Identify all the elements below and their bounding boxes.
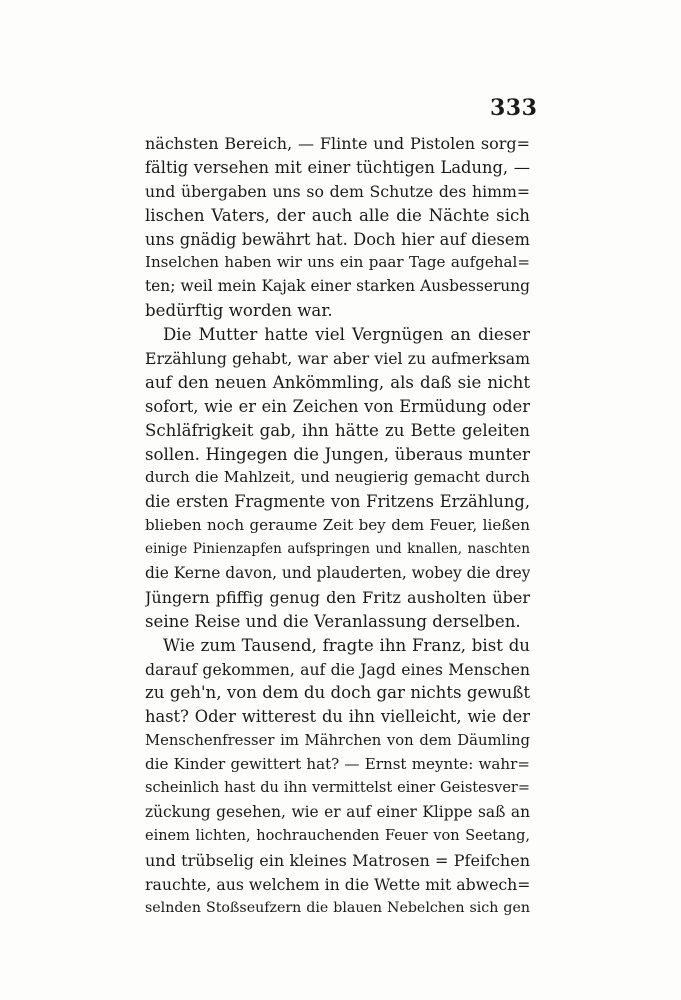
text-line: durch die Mahlzeit, und neugierig gemacht durch <box>145 468 530 487</box>
text-line: die Kerne davon, und plauderten, wobey die drey <box>145 564 530 583</box>
text-line: auf den neuen Ankömmling, als daß sie nicht <box>145 372 530 392</box>
text-line: und trübselig ein kleines Matrosen = Pfeifchen <box>145 850 530 870</box>
text-line: zückung gesehen, wie er auf einer Klippe saß an <box>145 802 530 821</box>
text-line: blieben noch geraume Zeit bey dem Feuer, ließen <box>145 516 530 535</box>
text-line: hast? Oder witterest du ihn vielleicht, wie der <box>145 707 530 727</box>
text-line: einige Pinienzapfen aufspringen und knallen, naschten <box>145 541 530 558</box>
text-line: einem lichten, hochrauchenden Feuer von Seetang, <box>145 827 530 844</box>
text-line: seine Reise und die Veranlassung derselben. <box>145 611 521 631</box>
text-line: Inselchen haben wir uns ein paar Tage aufgehal= <box>145 253 530 272</box>
text-line: Erzählung gehabt, war aber viel zu aufmerksam <box>145 349 530 369</box>
text-line: ten; weil mein Kajak einer starken Ausbesserung <box>145 277 530 296</box>
text-line: Schläfrigkeit gab, ihn hätte zu Bette geleiten <box>145 420 530 440</box>
text-line: nächsten Bereich, — Flinte und Pistolen sorg= <box>145 134 530 153</box>
text-line: uns gnädig bewährt hat. Doch hier auf diesem <box>145 229 530 249</box>
text-line: bedürftig worden war. <box>145 301 333 321</box>
page-number: 333 <box>490 95 538 121</box>
text-line: Jüngern pfiffig genug den Fritz ausholten über <box>145 587 530 607</box>
text-line: lischen Vaters, der auch alle die Nächte sich <box>145 205 530 225</box>
text-line: zu geh'n, von dem du doch gar nichts gewußt <box>145 683 530 703</box>
text-line: Wie zum Tausend, fragte ihn Franz, bist du <box>163 635 530 655</box>
text-line: sollen. Hingegen die Jungen, überaus munter <box>145 444 530 464</box>
body-text <box>145 132 530 920</box>
text-line: und übergaben uns so dem Schutze des himm= <box>145 181 530 201</box>
text-line: sofort, wie er ein Zeichen von Ermüdung oder <box>145 396 530 416</box>
text-line: die Kinder gewittert hat? — Ernst meynte: wahr= <box>145 755 530 774</box>
text-line: darauf gekommen, auf die Jagd eines Menschen <box>145 659 530 679</box>
text-line: Die Mutter hatte viel Vergnügen an dieser <box>163 325 530 345</box>
text-line: fältig versehen mit einer tüchtigen Ladung, — <box>145 157 530 177</box>
text-line: rauchte, aus welchem in die Wette mit abwech= <box>145 874 530 894</box>
text-line: die ersten Fragmente von Fritzens Erzählung, <box>145 492 530 512</box>
text-line: selnden Stoßseufzern die blauen Nebelchen sich gen <box>145 899 530 916</box>
text-line: scheinlich hast du ihn vermittelst einer Geistesver= <box>145 780 530 797</box>
text-line: Menschenfresser im Mährchen von dem Däumling <box>145 732 530 750</box>
